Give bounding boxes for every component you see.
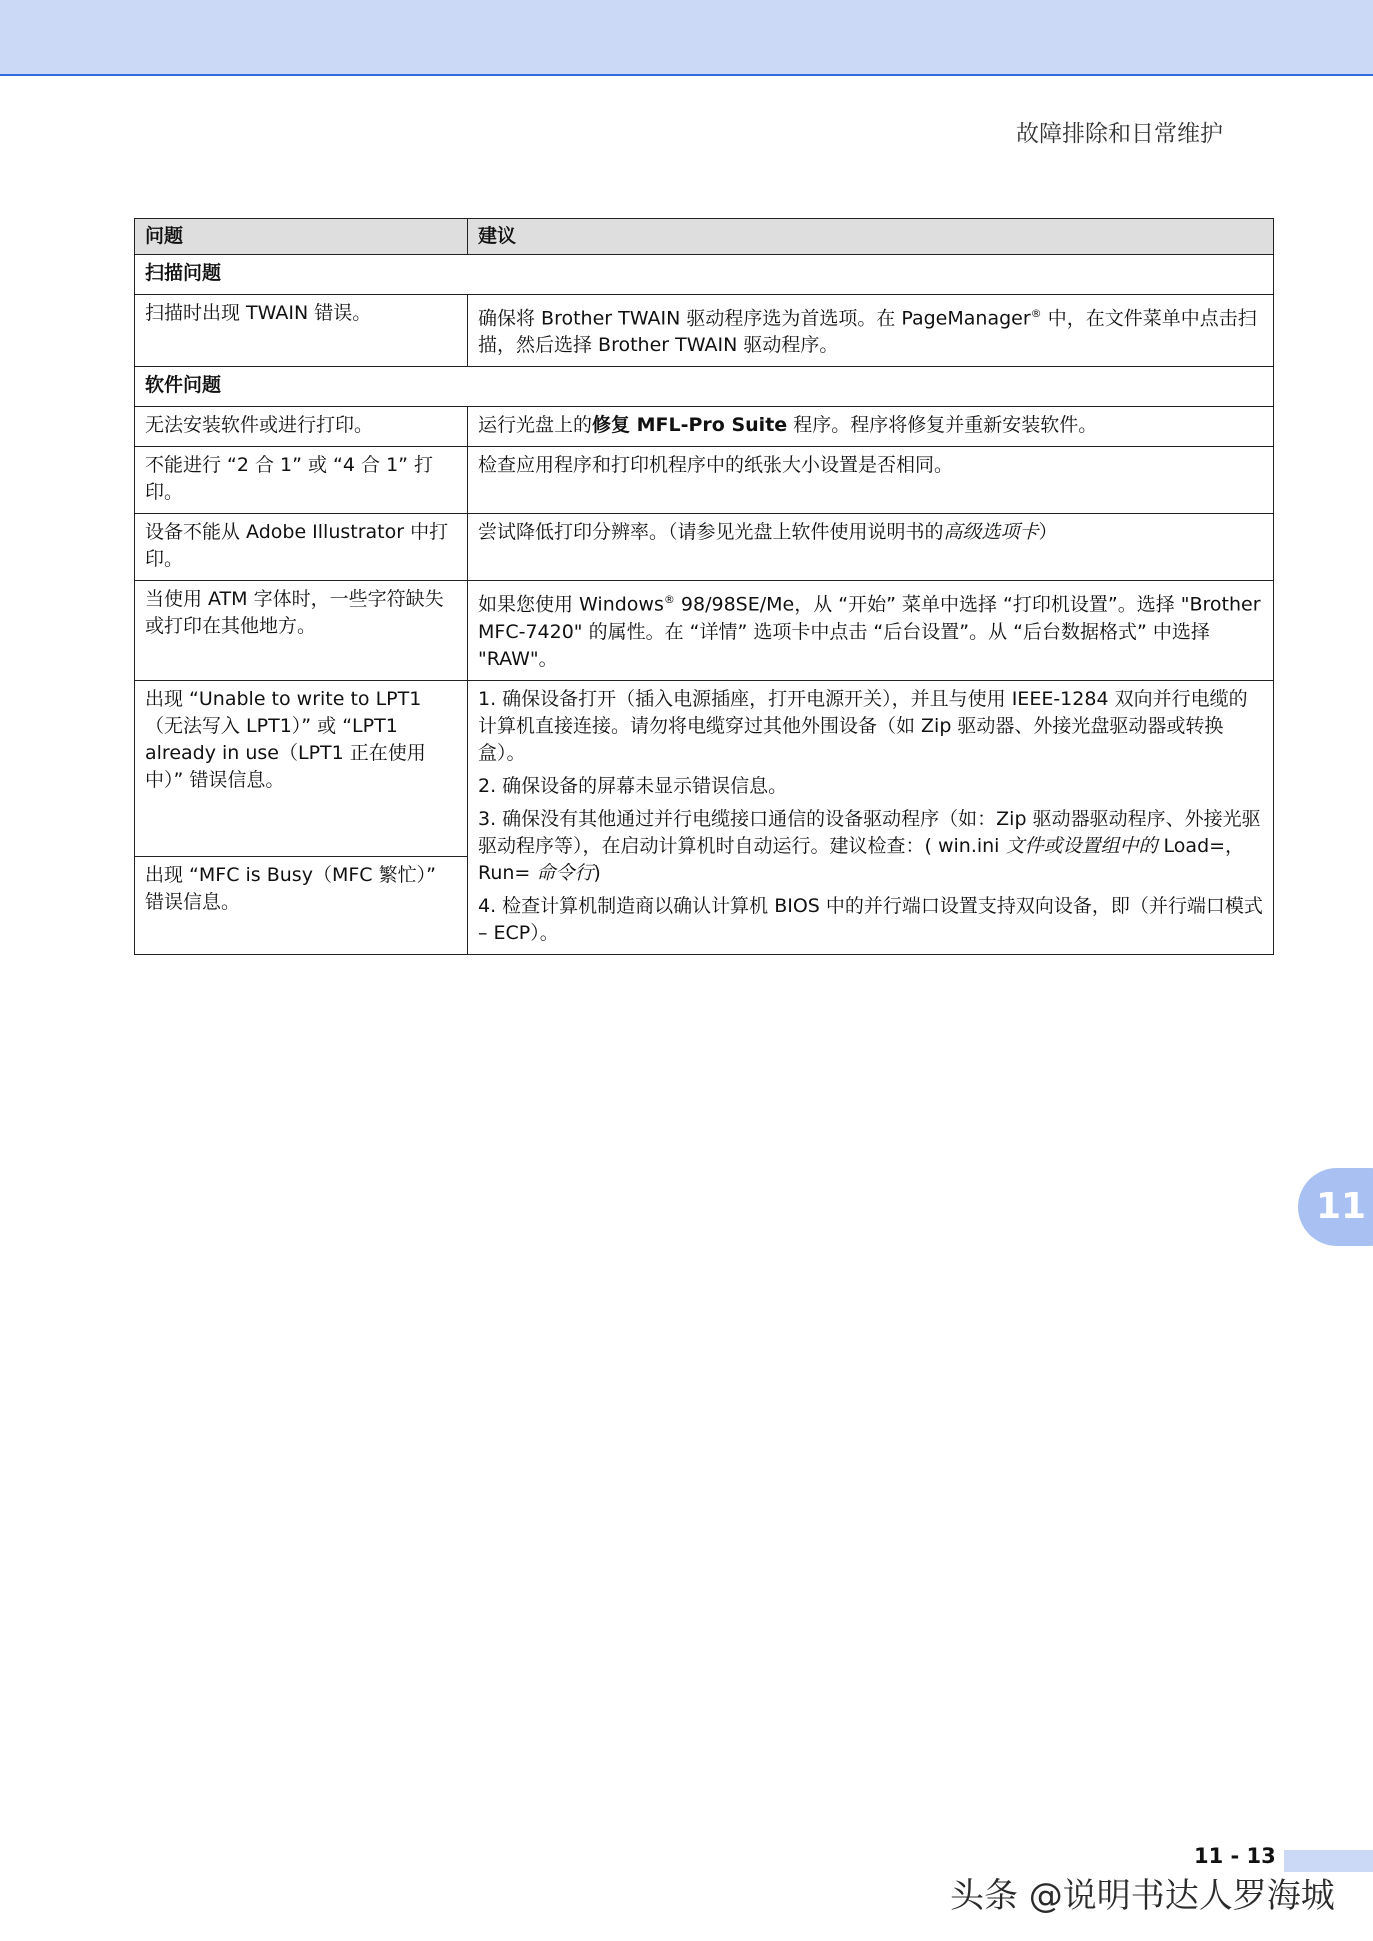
section-row-software: [135, 367, 1274, 407]
page-number: 11 - 13: [1194, 1844, 1276, 1868]
table-row: [135, 581, 1274, 680]
suggestion-cell: 如果您使用 Windows® 98/98SE/Me，从 “开始” 菜单中选择 “打印机设置”。选择 "Brother MFC-7420" 的属性。在 “详情” 选项卡中点击 “后台设置”。从 “后台数据格式” 中选择 "RAW"。: [468, 581, 1274, 680]
suggestion-cell: 检查应用程序和打印机程序中的纸张大小设置是否相同。: [468, 447, 1274, 514]
problem-cell: 无法安装软件或进行打印。: [135, 407, 468, 447]
problem-cell: 设备不能从 Adobe Illustrator 中打印。: [135, 514, 468, 581]
section-row-scan: [135, 255, 1274, 295]
table-row: [135, 680, 1274, 856]
problem-cell: 出现 “Unable to write to LPT1（无法写入 LPT1）” 或 “LPT1 already in use（LPT1 正在使用中）” 错误信息。: [135, 680, 468, 856]
table-row: [135, 295, 1274, 367]
section-title-software: 软件问题: [135, 367, 1274, 407]
header-band: [0, 0, 1373, 76]
suggestion-cell: 确保将 Brother TWAIN 驱动程序选为首选项。在 PageManager® 中，在文件菜单中点击扫描，然后选择 Brother TWAIN 驱动程序。: [468, 295, 1274, 367]
troubleshooting-table: [134, 218, 1274, 955]
table-row: [135, 407, 1274, 447]
step-3: 3. 确保没有其他通过并行电缆接口通信的设备驱动程序（如：Zip 驱动器驱动程序、外接光驱驱动程序等），在启动计算机时自动运行。建议检查：( win.ini 文件或设置组中的 Load=， Run= 命令行): [478, 807, 1261, 884]
problem-cell: 不能进行 “2 合 1” 或 “4 合 1” 打印。: [135, 447, 468, 514]
problem-cell: 出现 “MFC is Busy（MFC 繁忙）” 错误信息。: [135, 857, 468, 955]
table-row: [135, 514, 1274, 581]
column-header-problem: 问题: [135, 219, 468, 255]
table-header-row: [135, 219, 1274, 255]
step-4: 4. 检查计算机制造商以确认计算机 BIOS 中的并行端口设置支持双向设备，即（并行端口模式 – ECP）。: [478, 894, 1263, 944]
problem-cell: 当使用 ATM 字体时，一些字符缺失或打印在其他地方。: [135, 581, 468, 680]
step-1: 1. 确保设备打开（插入电源插座，打开电源开关），并且与使用 IEEE-1284 双向并行电缆的计算机直接连接。请勿将电缆穿过其他外围设备（如 Zip 驱动器、外接光盘驱动器或转换盒）。: [478, 687, 1248, 764]
column-header-suggestion: 建议: [468, 219, 1274, 255]
suggestion-cell: 运行光盘上的修复 MFL-Pro Suite 程序。程序将修复并重新安装软件。: [468, 407, 1274, 447]
running-header: 故障排除和日常维护: [1016, 121, 1223, 147]
suggestion-cell: 尝试降低打印分辨率。（请参见光盘上软件使用说明书的高级选项卡）: [468, 514, 1274, 581]
watermark: 头条 @说明书达人罗海城: [950, 1876, 1335, 1916]
problem-cell: 扫描时出现 TWAIN 错误。: [135, 295, 468, 367]
section-title-scan: 扫描问题: [135, 255, 1274, 295]
step-2: 2. 确保设备的屏幕未显示错误信息。: [478, 774, 788, 797]
chapter-tab: 11: [1298, 1168, 1373, 1246]
suggestion-cell-steps: [468, 680, 1274, 954]
table-row: [135, 447, 1274, 514]
